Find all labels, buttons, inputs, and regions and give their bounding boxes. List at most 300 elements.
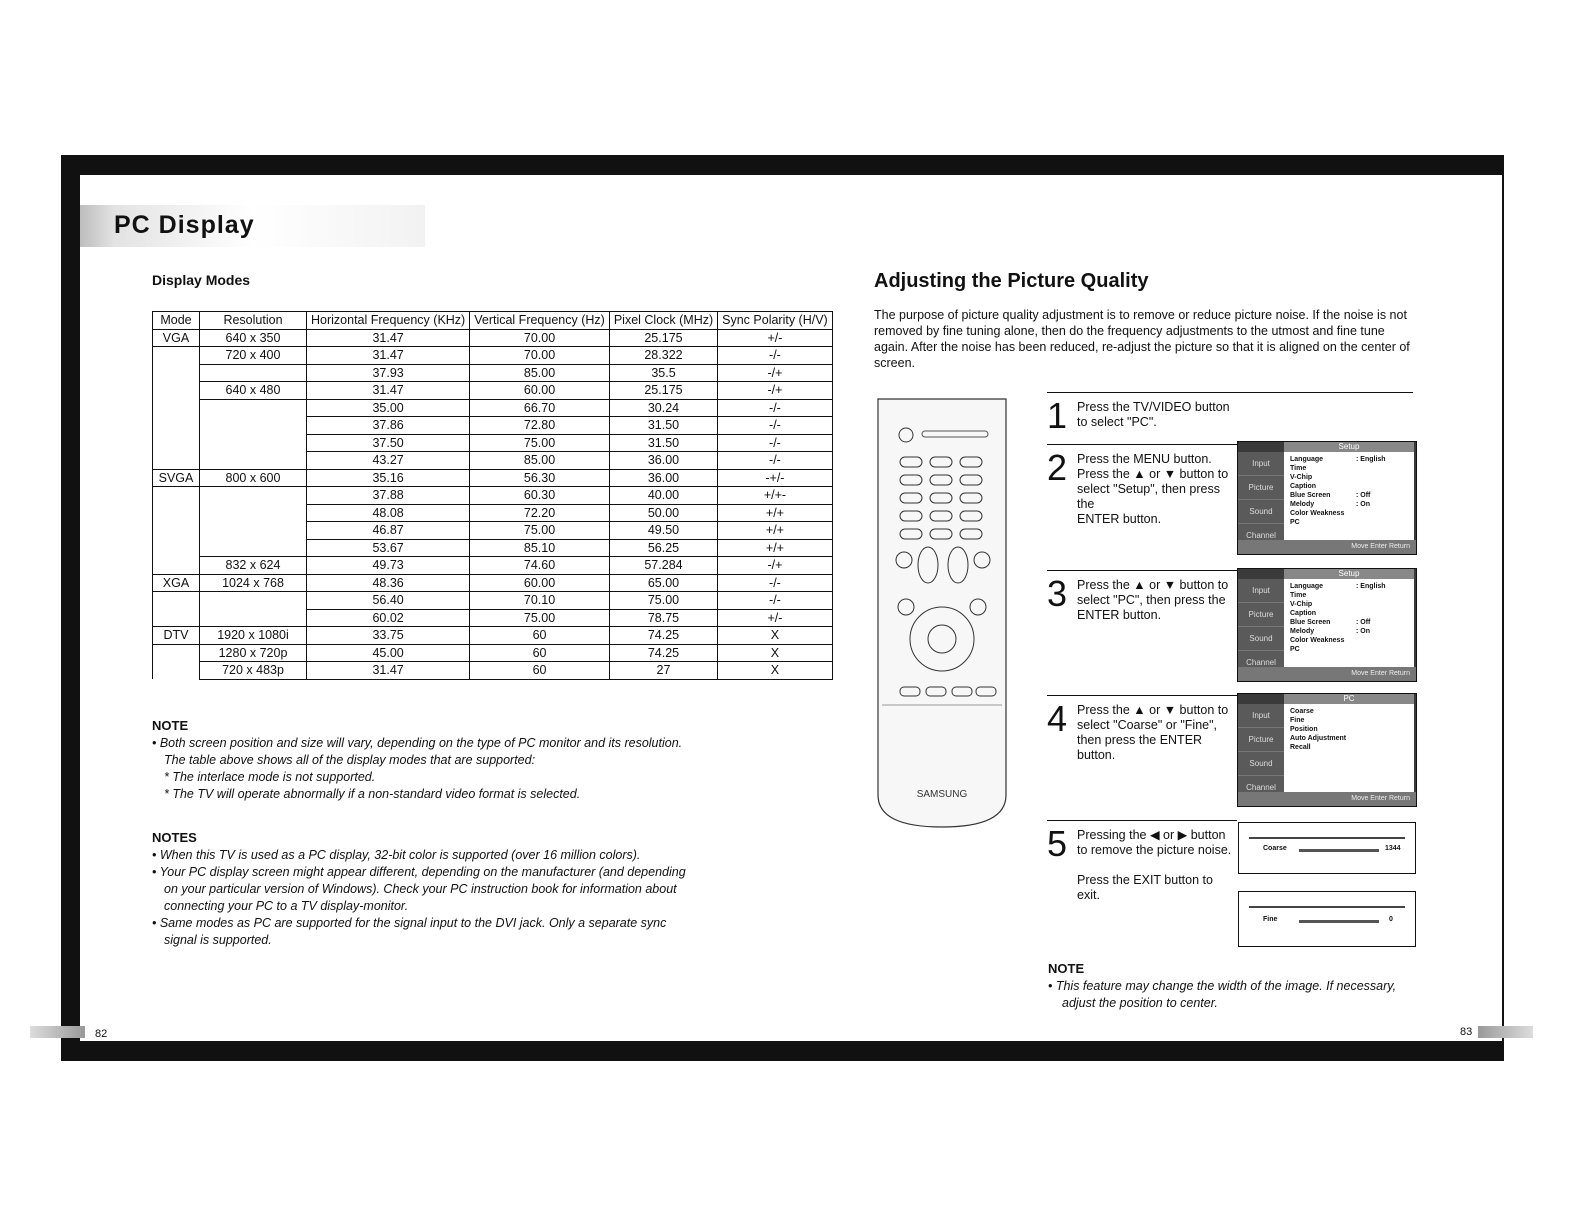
fine-value: 0	[1389, 916, 1393, 923]
table-row	[153, 539, 833, 557]
note-body	[152, 735, 712, 803]
osd-item-label: Coarse	[1290, 708, 1314, 715]
step-number: 1	[1047, 395, 1068, 436]
osd-menu-item	[1290, 743, 1408, 752]
table-cell: 37.86	[307, 417, 470, 435]
table-cell: 57.284	[609, 557, 717, 575]
step-number: 5	[1047, 823, 1068, 864]
osd-item-value	[1356, 591, 1408, 600]
table-cell: 74.25	[609, 627, 717, 645]
table-cell	[153, 609, 200, 627]
table-cell: -/+	[718, 382, 833, 400]
osd-side-item: Picture	[1238, 603, 1284, 627]
table-cell: X	[718, 662, 833, 680]
table-cell: 48.36	[307, 574, 470, 592]
column-header: Vertical Frequency (Hz)	[470, 312, 610, 330]
osd-setup-pc-menu	[1237, 568, 1417, 682]
table-cell: -/-	[718, 417, 833, 435]
bar-line	[1249, 837, 1405, 839]
osd-item-value	[1356, 636, 1408, 645]
osd-item-label: Blue Screen	[1290, 619, 1331, 626]
table-cell	[153, 592, 200, 610]
osd-item-value	[1356, 473, 1408, 482]
table-cell	[153, 452, 200, 470]
osd-menu-item	[1290, 636, 1408, 645]
note-line: • Both screen position and size will vary, depending on the type of PC monitor and its resolution.	[152, 736, 683, 750]
table-cell: X	[718, 627, 833, 645]
osd-menu-item	[1290, 716, 1408, 725]
table-row	[153, 434, 833, 452]
table-cell: 50.00	[609, 504, 717, 522]
osd-menu-item	[1290, 725, 1408, 734]
table-cell	[153, 417, 200, 435]
table-cell: 36.00	[609, 469, 717, 487]
remote-control-illustration	[872, 395, 1012, 835]
step-line: Press the ▲ or ▼ button to	[1077, 578, 1229, 592]
note-line: The table above shows all of the display modes that are supported:	[164, 753, 536, 767]
table-cell	[200, 452, 307, 470]
step-number: 3	[1047, 573, 1068, 614]
table-row	[153, 487, 833, 505]
fine-slider	[1299, 920, 1379, 923]
table-cell: +/-	[718, 329, 833, 347]
table-cell: X	[718, 644, 833, 662]
table-cell: 53.67	[307, 539, 470, 557]
table-cell: 35.00	[307, 399, 470, 417]
osd-item-value	[1356, 518, 1408, 527]
osd-side-item: Channel	[1238, 776, 1284, 800]
intro-line: The purpose of picture quality adjustment is to remove or reduce picture noise. If the noise is not	[874, 308, 1407, 322]
table-row	[153, 504, 833, 522]
notes-heading: NOTES	[152, 830, 197, 845]
notes-line: connecting your PC to a TV display-monitor.	[164, 899, 409, 913]
note-line: * The TV will operate abnormally if a non-standard video format is selected.	[164, 787, 581, 801]
table-cell: +/+	[718, 539, 833, 557]
table-cell: 43.27	[307, 452, 470, 470]
step-line: Press the ▲ or ▼ button to	[1077, 467, 1229, 481]
osd-menu-item	[1290, 455, 1408, 464]
table-cell: 48.08	[307, 504, 470, 522]
table-cell: 35.5	[609, 364, 717, 382]
table-cell: 31.50	[609, 417, 717, 435]
table-row	[153, 417, 833, 435]
table-cell: 31.47	[307, 662, 470, 680]
table-cell: 1920 x 1080i	[200, 627, 307, 645]
display-modes-table	[152, 311, 833, 680]
osd-menu-item	[1290, 609, 1408, 618]
table-cell: 25.175	[609, 382, 717, 400]
osd-side-item: Input	[1238, 579, 1284, 603]
osd-item-label: Blue Screen	[1290, 492, 1331, 499]
osd-item-value: : Off	[1356, 619, 1371, 626]
table-cell: 1024 x 768	[200, 574, 307, 592]
steps-rule	[1047, 392, 1413, 393]
step-text	[1077, 828, 1237, 903]
table-cell	[200, 539, 307, 557]
table-cell: -+/-	[718, 469, 833, 487]
osd-item-label: PC	[1290, 519, 1300, 526]
table-cell: 60.00	[470, 382, 610, 400]
page-number-right: 83	[1460, 1026, 1473, 1038]
osd-panel	[1284, 452, 1414, 540]
osd-menu-item	[1290, 473, 1408, 482]
table-cell	[200, 609, 307, 627]
osd-menu-item	[1290, 707, 1408, 716]
column-header: Resolution	[200, 312, 307, 330]
table-cell: 49.50	[609, 522, 717, 540]
table-row	[153, 627, 833, 645]
osd-setup-menu	[1237, 441, 1417, 555]
notes-line: • Same modes as PC are supported for the signal input to the DVI jack. Only a separate sync	[152, 916, 667, 930]
table-cell: 46.87	[307, 522, 470, 540]
table-cell: VGA	[153, 329, 200, 347]
coarse-adjust-box	[1238, 822, 1416, 874]
osd-title: Setup	[1284, 569, 1414, 579]
table-cell: 37.88	[307, 487, 470, 505]
note-line: adjust the position to center.	[1062, 996, 1218, 1010]
osd-side-item: Sound	[1238, 627, 1284, 651]
display-modes-heading: Display Modes	[152, 272, 251, 288]
right-note-heading: NOTE	[1048, 961, 1085, 976]
osd-menu-item	[1290, 500, 1408, 509]
osd-menu-item	[1290, 582, 1408, 591]
step-divider	[1047, 444, 1237, 445]
table-cell: 75.00	[609, 592, 717, 610]
osd-menu-item	[1290, 509, 1408, 518]
table-cell: 70.00	[470, 347, 610, 365]
table-cell: -/-	[718, 452, 833, 470]
note-heading: NOTE	[152, 718, 189, 733]
intro-line: again. After the noise has been reduced, re-adjust the picture so that it is aligned on the center of	[874, 340, 1410, 354]
table-cell: 31.47	[307, 382, 470, 400]
column-header: Mode	[153, 312, 200, 330]
table-cell: 35.16	[307, 469, 470, 487]
osd-item-label: PC	[1290, 646, 1300, 653]
table-row	[153, 574, 833, 592]
table-cell: 720 x 400	[200, 347, 307, 365]
osd-item-value: : On	[1356, 501, 1370, 508]
notes-line: signal is supported.	[164, 933, 272, 947]
table-cell: 640 x 480	[200, 382, 307, 400]
osd-menu-item	[1290, 734, 1408, 743]
table-cell: 800 x 600	[200, 469, 307, 487]
table-cell: 640 x 350	[200, 329, 307, 347]
table-cell: 31.50	[609, 434, 717, 452]
osd-item-label: Auto Adjustment	[1290, 735, 1347, 742]
step-number: 4	[1047, 698, 1068, 739]
osd-side-item: Sound	[1238, 500, 1284, 524]
note-line: * The interlace mode is not supported.	[164, 770, 376, 784]
table-cell	[200, 522, 307, 540]
table-cell: 72.20	[470, 504, 610, 522]
table-cell: 65.00	[609, 574, 717, 592]
table-cell	[153, 364, 200, 382]
osd-item-label: Time	[1290, 592, 1307, 599]
table-row	[153, 592, 833, 610]
intro-line: removed by fine tuning alone, then do the frequency adjustments to the utmost and fine tune	[874, 324, 1385, 338]
osd-side-menu	[1238, 579, 1284, 667]
osd-side-item: Channel	[1238, 651, 1284, 675]
table-cell: 56.40	[307, 592, 470, 610]
osd-menu-item	[1290, 618, 1408, 627]
page-title-banner	[80, 205, 425, 247]
step-text	[1077, 578, 1237, 623]
osd-title: PC	[1284, 694, 1414, 704]
note-line: • This feature may change the width of the image. If necessary,	[1048, 979, 1397, 993]
table-cell: 45.00	[307, 644, 470, 662]
table-row	[153, 522, 833, 540]
table-cell: 72.80	[470, 417, 610, 435]
table-cell: 720 x 483p	[200, 662, 307, 680]
osd-item-label: Recall	[1290, 744, 1311, 751]
osd-title: Setup	[1284, 442, 1414, 452]
section-title: Adjusting the Picture Quality	[874, 270, 1149, 292]
fine-label: Fine	[1263, 916, 1278, 923]
osd-item-label: Caption	[1290, 610, 1317, 617]
step-divider	[1047, 820, 1237, 821]
osd-item-label: Melody	[1290, 501, 1315, 508]
table-cell: -/+	[718, 364, 833, 382]
coarse-value: 1344	[1385, 845, 1401, 852]
osd-item-value: : On	[1356, 628, 1370, 635]
table-cell: 78.75	[609, 609, 717, 627]
coarse-label: Coarse	[1263, 845, 1287, 852]
osd-item-label: V-Chip	[1290, 474, 1313, 481]
column-header: Sync Polarity (H/V)	[718, 312, 833, 330]
table-row	[153, 557, 833, 575]
table-cell: 75.00	[470, 609, 610, 627]
step-text	[1077, 703, 1237, 763]
step-line: then press the ENTER button.	[1077, 733, 1203, 762]
osd-menu-item	[1290, 645, 1408, 654]
table-cell	[153, 644, 200, 662]
step-line: select "Coarse" or "Fine",	[1077, 718, 1218, 732]
osd-item-value	[1356, 600, 1408, 609]
osd-footer: Move Enter Return	[1238, 667, 1416, 681]
osd-menu-item	[1290, 482, 1408, 491]
notes-body	[152, 847, 712, 949]
table-cell	[153, 662, 200, 680]
page-number-left: 82	[95, 1028, 108, 1040]
table-cell: 70.10	[470, 592, 610, 610]
step-line: to remove the picture noise.	[1077, 843, 1232, 857]
table-cell: +/+	[718, 522, 833, 540]
table-cell: -/-	[718, 434, 833, 452]
table-cell: XGA	[153, 574, 200, 592]
table-cell: 56.25	[609, 539, 717, 557]
table-cell: -/+	[718, 557, 833, 575]
table-cell: 30.24	[609, 399, 717, 417]
table-cell	[200, 504, 307, 522]
osd-item-label: Time	[1290, 465, 1307, 472]
osd-item-label: Language	[1290, 456, 1324, 463]
intro-paragraph	[874, 307, 1414, 371]
step-line: ENTER button.	[1077, 512, 1162, 526]
table-row	[153, 644, 833, 662]
osd-item-label: Color Weakness	[1290, 510, 1345, 517]
table-cell: 60	[470, 627, 610, 645]
table-cell	[153, 557, 200, 575]
table-cell: -/-	[718, 592, 833, 610]
notes-line: • Your PC display screen might appear different, depending on the manufacturer (and depending	[152, 865, 686, 879]
table-cell: 832 x 624	[200, 557, 307, 575]
table-row	[153, 364, 833, 382]
osd-side-menu	[1238, 452, 1284, 540]
osd-side-item: Input	[1238, 704, 1284, 728]
table-cell: 85.00	[470, 452, 610, 470]
step-number: 2	[1047, 447, 1068, 488]
step-divider	[1047, 570, 1237, 571]
page-tab-left	[30, 1026, 85, 1038]
table-cell	[200, 364, 307, 382]
step-divider	[1047, 695, 1237, 696]
osd-item-value	[1356, 609, 1408, 618]
intro-line: screen.	[874, 356, 915, 370]
table-cell	[200, 434, 307, 452]
table-cell: +/+	[718, 504, 833, 522]
osd-menu-item	[1290, 464, 1408, 473]
step-line: select "Setup", then press the	[1077, 482, 1220, 511]
osd-side-item: Picture	[1238, 476, 1284, 500]
table-cell	[153, 347, 200, 365]
osd-panel	[1284, 704, 1414, 792]
table-cell: -/-	[718, 399, 833, 417]
table-cell: 49.73	[307, 557, 470, 575]
table-cell: DTV	[153, 627, 200, 645]
osd-item-label: V-Chip	[1290, 601, 1313, 608]
table-cell: 37.50	[307, 434, 470, 452]
table-cell: 74.25	[609, 644, 717, 662]
table-cell: 85.10	[470, 539, 610, 557]
right-note-body	[1048, 978, 1408, 1012]
table-header-row	[153, 312, 833, 330]
table-cell: 75.00	[470, 434, 610, 452]
osd-menu-item	[1290, 627, 1408, 636]
step-text	[1077, 452, 1237, 527]
step-text	[1077, 400, 1237, 430]
table-cell: 36.00	[609, 452, 717, 470]
table-cell	[153, 434, 200, 452]
remote-brand: SAMSUNG	[916, 789, 968, 800]
table-cell: 60.30	[470, 487, 610, 505]
table-cell: 1280 x 720p	[200, 644, 307, 662]
fine-adjust-box	[1238, 891, 1416, 947]
table-cell: 25.175	[609, 329, 717, 347]
table-cell: 75.00	[470, 522, 610, 540]
osd-menu-item	[1290, 518, 1408, 527]
table-cell: 70.00	[470, 329, 610, 347]
table-row	[153, 469, 833, 487]
table-cell: 85.00	[470, 364, 610, 382]
table-cell: 40.00	[609, 487, 717, 505]
table-row	[153, 662, 833, 680]
table-cell: 37.93	[307, 364, 470, 382]
osd-item-label: Caption	[1290, 483, 1317, 490]
table-cell: 74.60	[470, 557, 610, 575]
step-extra: Press the EXIT button to exit.	[1077, 873, 1213, 902]
osd-side-item: Channel	[1238, 524, 1284, 548]
osd-item-value	[1356, 509, 1408, 518]
osd-item-value	[1356, 464, 1408, 473]
table-cell: 31.47	[307, 329, 470, 347]
osd-side-item: Sound	[1238, 752, 1284, 776]
table-cell: SVGA	[153, 469, 200, 487]
column-header: Pixel Clock (MHz)	[609, 312, 717, 330]
bar-line	[1249, 906, 1405, 908]
step-line: ENTER button.	[1077, 608, 1162, 622]
osd-footer: Move Enter Return	[1238, 792, 1416, 806]
column-header: Horizontal Frequency (KHz)	[307, 312, 470, 330]
table-cell: 27	[609, 662, 717, 680]
table-cell: 56.30	[470, 469, 610, 487]
table-cell: +/+-	[718, 487, 833, 505]
notes-line: on your particular version of Windows). Check your PC instruction book for information about	[164, 882, 677, 896]
table-cell	[200, 417, 307, 435]
table-cell: -/-	[718, 347, 833, 365]
osd-item-value	[1356, 482, 1408, 491]
osd-item-label: Fine	[1290, 717, 1305, 724]
table-cell: 60.00	[470, 574, 610, 592]
osd-footer: Move Enter Return	[1238, 540, 1416, 554]
table-cell	[153, 504, 200, 522]
table-cell	[153, 522, 200, 540]
table-row	[153, 399, 833, 417]
osd-menu-item	[1290, 600, 1408, 609]
osd-item-label: Language	[1290, 583, 1324, 590]
table-cell	[200, 399, 307, 417]
osd-side-item: Input	[1238, 452, 1284, 476]
table-cell: 66.70	[470, 399, 610, 417]
table-cell	[153, 539, 200, 557]
step-line: Press the ▲ or ▼ button to	[1077, 703, 1229, 717]
table-cell: 31.47	[307, 347, 470, 365]
step-line: Press the MENU button.	[1077, 452, 1212, 466]
table-cell	[153, 399, 200, 417]
table-cell: +/-	[718, 609, 833, 627]
osd-item-value: : English	[1356, 456, 1386, 463]
table-row	[153, 347, 833, 365]
table-row	[153, 382, 833, 400]
coarse-slider	[1299, 849, 1379, 852]
step-line: select "PC", then press the	[1077, 593, 1226, 607]
table-cell: 28.322	[609, 347, 717, 365]
osd-item-label: Melody	[1290, 628, 1315, 635]
osd-menu-item	[1290, 591, 1408, 600]
step-line: Press the TV/VIDEO button to select "PC".	[1077, 400, 1230, 429]
osd-pc-menu	[1237, 693, 1417, 807]
table-cell: 60	[470, 662, 610, 680]
notes-line: • When this TV is used as a PC display, 32-bit color is supported (over 16 million colors).	[152, 848, 641, 862]
table-cell: 33.75	[307, 627, 470, 645]
osd-panel	[1284, 579, 1414, 667]
table-row	[153, 609, 833, 627]
osd-item-value	[1356, 645, 1408, 654]
table-cell: 60.02	[307, 609, 470, 627]
osd-menu-item	[1290, 491, 1408, 500]
osd-side-item: Picture	[1238, 728, 1284, 752]
page-title: PC Display	[114, 211, 255, 239]
table-row	[153, 452, 833, 470]
table-cell	[200, 592, 307, 610]
osd-item-value: : Off	[1356, 492, 1371, 499]
table-cell: -/-	[718, 574, 833, 592]
table-cell	[153, 382, 200, 400]
table-cell	[200, 487, 307, 505]
osd-item-label: Position	[1290, 726, 1318, 733]
table-cell: 60	[470, 644, 610, 662]
osd-item-label: Color Weakness	[1290, 637, 1345, 644]
table-row	[153, 329, 833, 347]
